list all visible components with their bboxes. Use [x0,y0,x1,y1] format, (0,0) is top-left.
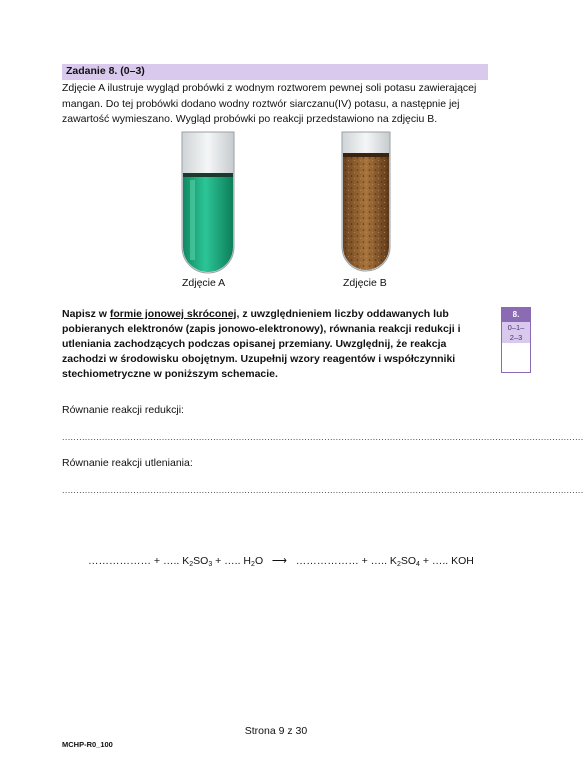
underlined-phrase: formie jonowej skróconej [109,308,237,320]
score-points: 0–1– 2–3 [502,322,530,343]
task-instructions: Napisz w formie jonowej skróconej, z uwzględnieniem liczby oddawanych lub pobieranych elektronów (zapis jonowo-elektronowy), równania reakcji redukcji i utleniania zachodzących podczas opisanej przemiany. Uwzględnij, że reakcja zachodzi w środowisku obojętnym. Uzupełnij wzory reagentów i współczynniki stechiometryczne w poniższym schemacie. [62,308,461,380]
task-intro: Zdjęcie A ilustruje wygląd probówki z wodnym roztworem pewnej soli potasu zawierającej mangan. Do tej probówki dodano wodny roztwór siarczanu(IV) potasu, a następnie jej zawartość wymieszano. Wygląd probówki po reakcji przedstawiono na zdjęciu B. [62,82,477,125]
score-box [501,307,531,373]
photo-b-tube [338,132,394,274]
page-number: Strona 9 z 30 [244,725,308,737]
exam-code: MCHP-R0_100 [62,740,113,749]
task-title: Zadanie 8. (0–3) [66,65,145,77]
photo-b-caption: Zdjęcie B [343,277,387,289]
oxidation-answer-line[interactable]: ....................................................................................................................................................................................... [62,485,584,495]
photo-a-tube [178,132,238,274]
reduction-label: Równanie reakcji redukcji: [62,404,184,416]
photo-a-caption: Zdjęcie A [182,277,226,289]
reduction-answer-line[interactable]: ....................................................................................................................................................................................... [62,432,584,442]
reaction-scheme[interactable]: ……………… + ….. $K_2SO_3$ + ….. $H_2O$ ⟶ ……………… + ….. $K_2SO_4$ + ….. KOH [88,555,474,568]
oxidation-label: Równanie reakcji utleniania: [62,457,193,469]
score-task-number: 8. [502,308,530,322]
reaction-arrow: ⟶ [271,555,287,567]
